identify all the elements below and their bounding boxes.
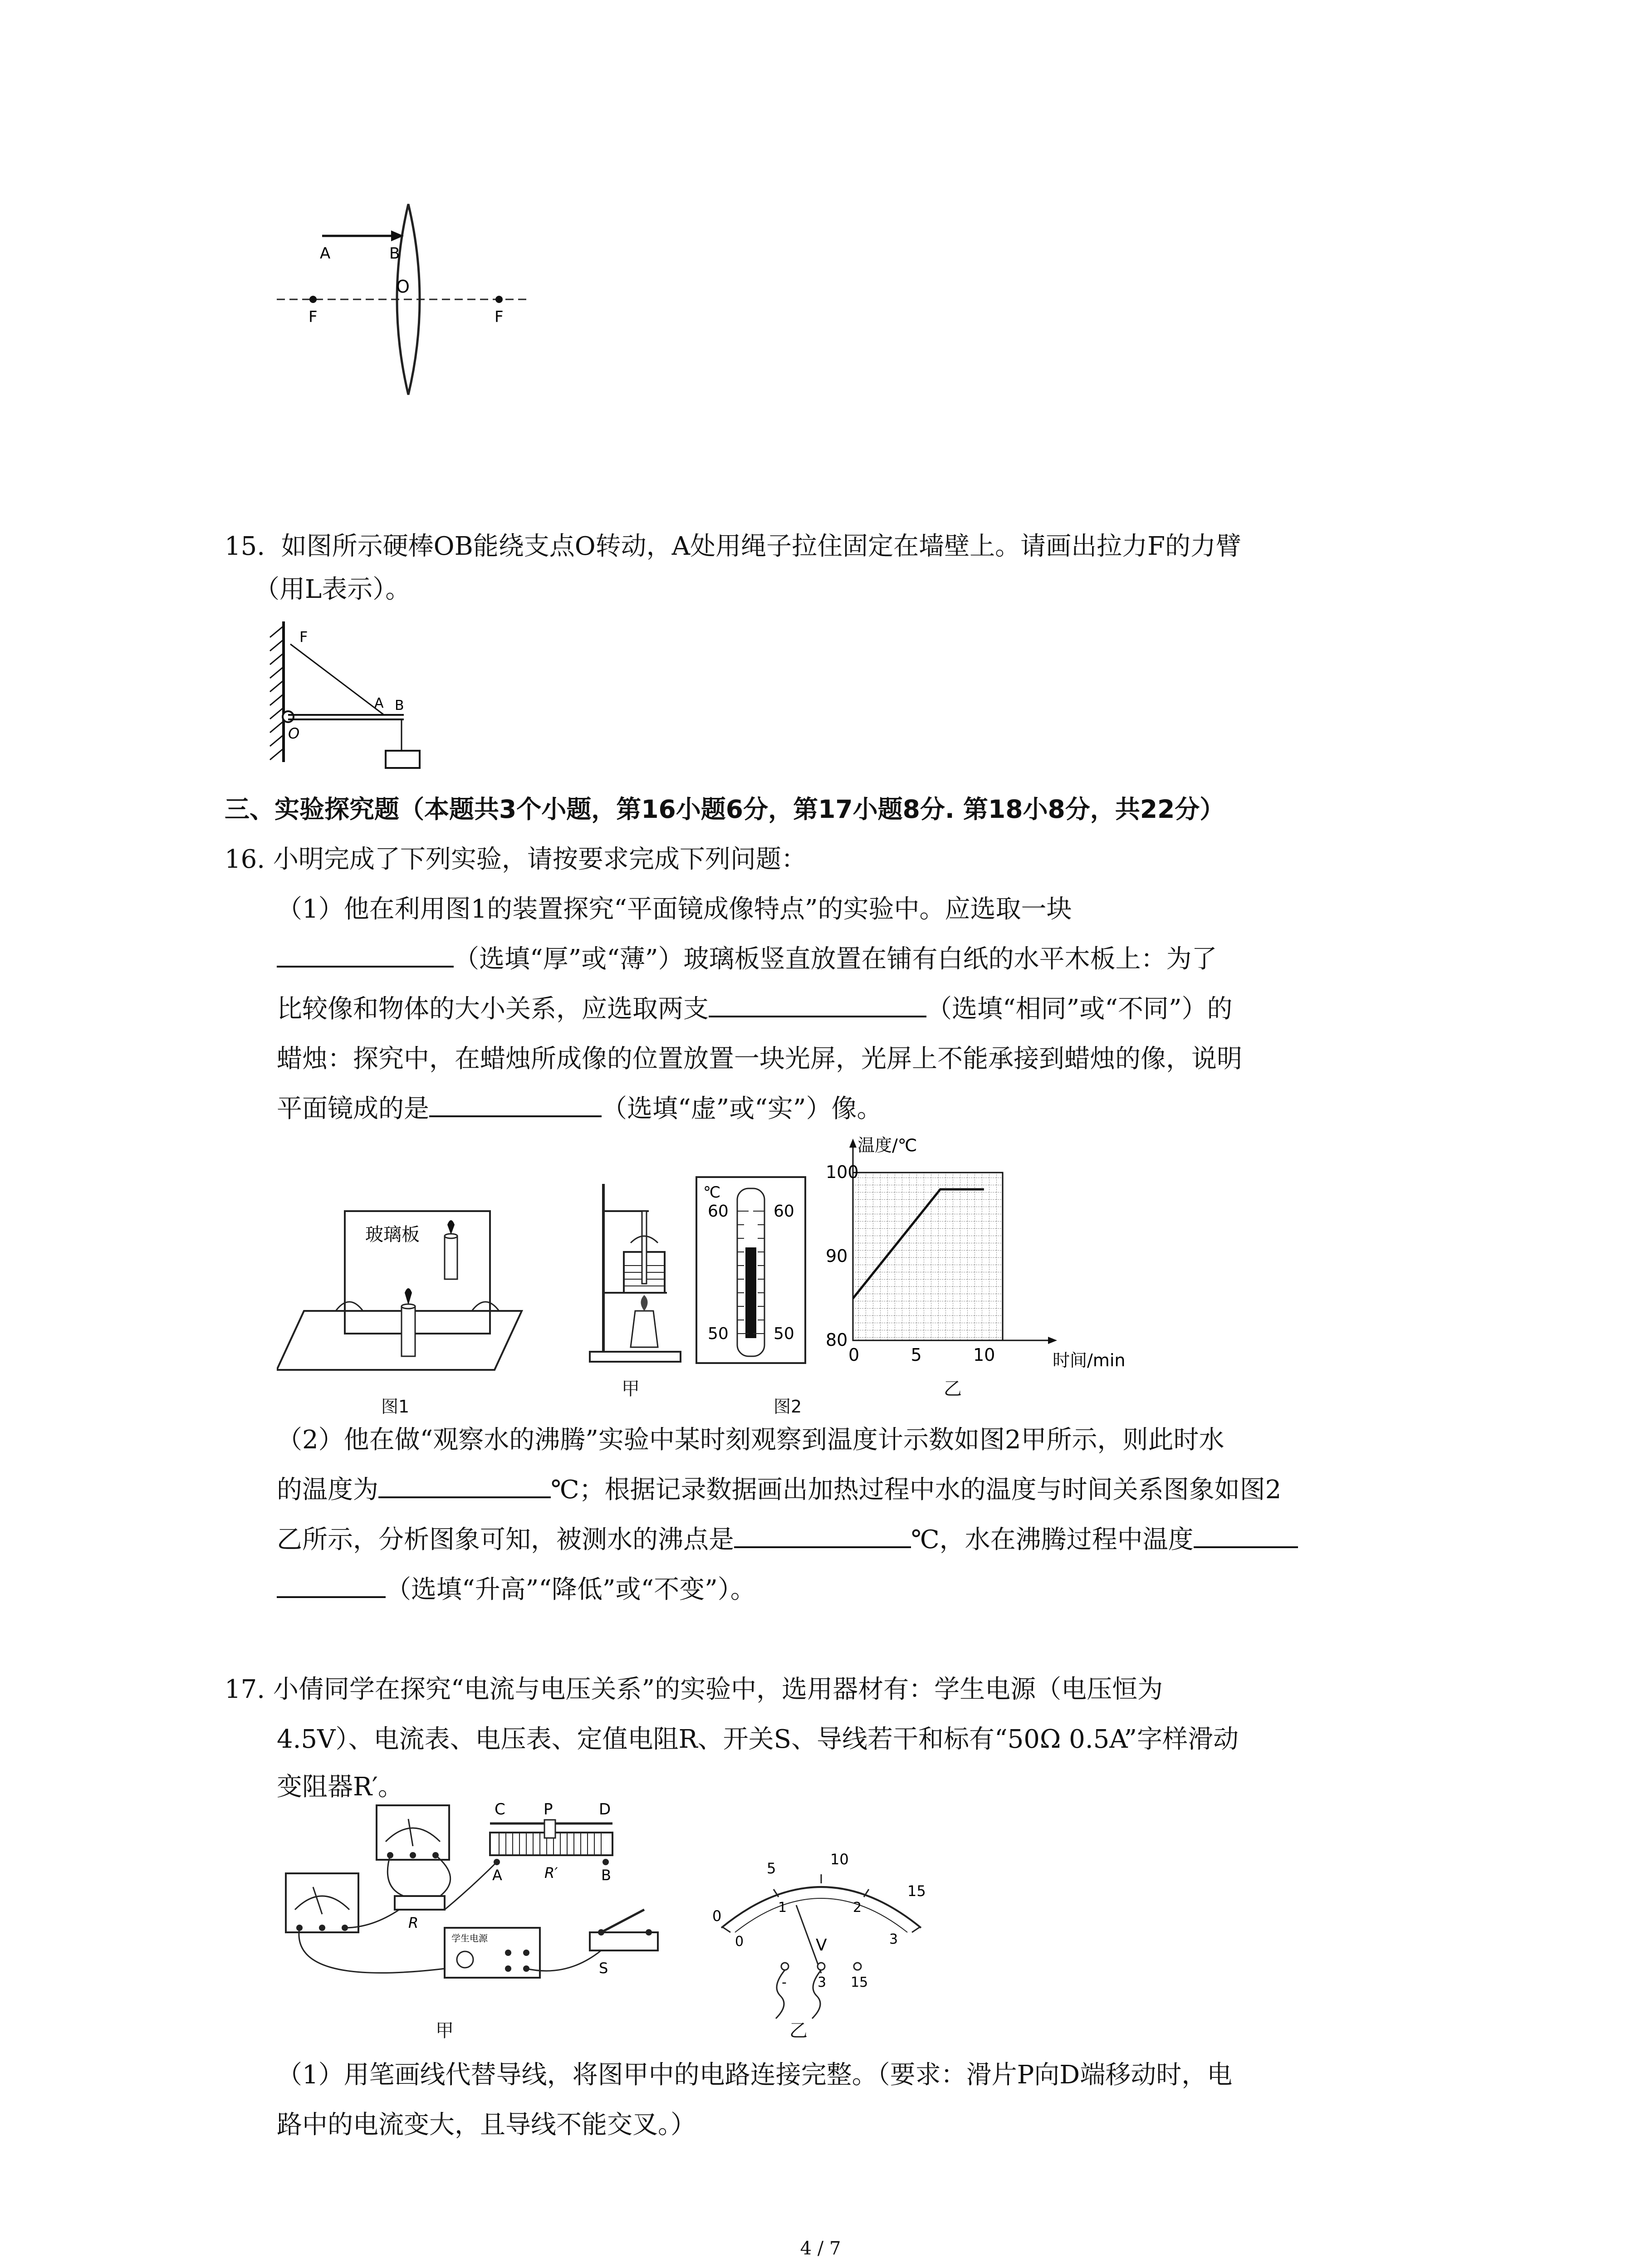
lens-label-f-left: F	[309, 308, 318, 326]
resistor-label-r: R	[408, 1914, 419, 1931]
q16-p2-line2b: ℃；根据记录数据画出加热过程中水的温度与时间关系图象如图2	[551, 1475, 1282, 1505]
meter-yi-caption: 乙	[789, 2020, 808, 2041]
q17-line1	[225, 1674, 1163, 1706]
q16-p2-line3b: ℃，水在沸腾过程中温度	[911, 1525, 1194, 1554]
chart-y-tick: 90	[826, 1246, 848, 1266]
q15-line1	[225, 531, 1241, 562]
q16-p1-line2	[277, 943, 1217, 975]
q17-number: 17.	[225, 1675, 265, 1704]
rheostat-label-rp: R′	[544, 1864, 558, 1882]
answer-blank-glass[interactable]	[277, 946, 454, 968]
rheostat-label-d: D	[599, 1800, 611, 1818]
circuit-diagram	[272, 1796, 681, 2014]
q16-p2-line4-text: （选填“升高”“降低”或“不变”）。	[386, 1575, 756, 1604]
meter-bottom-1: 1	[778, 1900, 787, 1916]
lens-label-a: A	[320, 244, 331, 263]
q16-p1-line5b: （选填“虚”或“实”）像。	[602, 1094, 882, 1124]
lever-label-a: A	[374, 695, 384, 711]
q16-p1-line2-text: （选填“厚”或“薄”）玻璃板竖直放置在铺有白纸的水平木板上：为了	[454, 944, 1217, 974]
chart-x-label: 时间/min	[1053, 1350, 1126, 1370]
q16-p1-line5a: 平面镜成的是	[277, 1094, 429, 1124]
thermo-right-top: 60	[774, 1202, 794, 1221]
answer-blank-boiling-point[interactable]	[734, 1526, 911, 1548]
q17-text-line1: 小倩同学在探究“电流与电压关系”的实验中，选用器材有：学生电源（电压恒为	[273, 1675, 1163, 1704]
boiling-apparatus-figure	[581, 1175, 694, 1365]
lever-label-f: F	[299, 628, 308, 645]
meter-bottom-2: 2	[853, 1900, 862, 1916]
q15-text-line1: 如图所示硬棒OB能绕支点O转动，A处用绳子拉住固定在墙壁上。请画出拉力F的力臂	[281, 532, 1241, 561]
lever-label-o: O	[288, 725, 300, 742]
rheostat-label-a: A	[492, 1867, 502, 1884]
q16-p2-line2	[277, 1474, 1281, 1506]
q16-intro: 小明完成了下列实验，请按要求完成下列问题：	[273, 845, 807, 874]
answer-blank-water-temp[interactable]	[378, 1476, 551, 1498]
section3-heading: 三、实验探究题（本题共3个小题，第16小题6分，第17小题8分. 第18小8分，共22分）	[225, 795, 1225, 824]
thermo-unit: ℃	[703, 1183, 721, 1202]
q16-p1-line3	[277, 993, 1233, 1025]
q16-p2-line3	[277, 1524, 1298, 1556]
meter-symbol-v: V	[816, 1936, 827, 1955]
q15-text-line2: （用L表示）。	[254, 575, 411, 604]
voltmeter-face	[694, 1837, 948, 2032]
glass-plate-label: 玻璃板	[365, 1224, 420, 1245]
lever-label-b: B	[395, 698, 404, 714]
lens-diagram	[268, 195, 540, 404]
q16-p1-line3a: 比较像和物体的大小关系，应选取两支	[277, 994, 709, 1024]
fig2-caption: 图2	[774, 1397, 802, 1417]
q16-p1-line5	[277, 1093, 882, 1125]
chart-y-tick: 100	[826, 1162, 859, 1182]
lens-label-o: O	[396, 277, 410, 297]
rheostat-label-c: C	[495, 1800, 505, 1818]
thermo-right-bottom: 50	[774, 1325, 794, 1343]
page-number: 4 / 7	[800, 2238, 841, 2259]
q17-line2: 4.5V）、电流表、电压表、定值电阻R、开关S、导线若干和标有“50Ω 0.5A”字样滑动	[277, 1725, 1239, 1754]
temperature-time-chart	[808, 1134, 1134, 1388]
chart-x-tick: 5	[911, 1345, 922, 1365]
mirror-experiment-figure	[277, 1198, 531, 1388]
lever-diagram	[263, 617, 454, 771]
lens-label-b: B	[389, 244, 400, 263]
chart-x-tick: 10	[973, 1345, 995, 1365]
q16-p1-line4: 蜡烛：探究中，在蜡烛所成像的位置放置一块光屏，光屏上不能承接到蜡烛的像，说明	[277, 1044, 1242, 1074]
chart-y-label: 温度/℃	[857, 1135, 917, 1155]
lens-label-f-right: F	[495, 308, 504, 326]
meter-top-10: 10	[830, 1851, 849, 1868]
q16-p2-line3a: 乙所示，分析图象可知，被测水的沸点是	[277, 1525, 734, 1554]
q16-p2-line1: （2）他在做“观察水的沸腾”实验中某时刻观察到温度计示数如图2甲所示，则此时水	[277, 1425, 1225, 1455]
meter-top-5: 5	[767, 1860, 776, 1877]
q16-intro-line	[225, 844, 807, 875]
meter-terminal-15: 15	[851, 1975, 868, 1990]
meter-top-15: 15	[907, 1882, 926, 1900]
fig2-yi-caption: 乙	[944, 1378, 962, 1399]
circuit-jia-caption: 甲	[436, 2020, 454, 2041]
q16-number: 16.	[225, 845, 265, 874]
meter-bottom-3: 3	[889, 1931, 898, 1947]
meter-terminal-3: 3	[818, 1975, 827, 1990]
chart-y-tick: 80	[826, 1330, 848, 1350]
answer-blank-image-type[interactable]	[429, 1095, 602, 1117]
q17-line3: 变阻器R′。	[277, 1772, 403, 1802]
meter-terminal-minus: -	[782, 1975, 787, 1990]
q15-number: 15.	[225, 532, 265, 561]
power-supply-label: 学生电源	[451, 1933, 488, 1944]
q16-p2-line2a: 的温度为	[277, 1475, 378, 1505]
chart-x-tick: 0	[848, 1345, 860, 1365]
q15-line2	[254, 574, 411, 606]
q16-p1-line3b: （选填“相同”或“不同”）的	[926, 994, 1233, 1024]
thermo-left-top: 60	[708, 1202, 729, 1221]
answer-blank-candle[interactable]	[709, 996, 926, 1017]
switch-label-s: S	[599, 1960, 608, 1977]
fig1-caption: 图1	[381, 1397, 410, 1417]
rheostat-label-p: P	[544, 1800, 553, 1818]
answer-blank-temp-change-b[interactable]	[277, 1576, 386, 1598]
q17-p1-line1: （1）用笔画线代替导线，将图甲中的电路连接完整。（要求：滑片P向D端移动时，电	[277, 2060, 1233, 2090]
q16-p2-line4	[277, 1574, 756, 1606]
thermo-left-bottom: 50	[708, 1325, 729, 1343]
q17-p1-line2: 路中的电流变大，且导线不能交叉。）	[277, 2110, 696, 2140]
thermometer-figure	[694, 1175, 808, 1365]
meter-bottom-0: 0	[735, 1934, 744, 1950]
fig2-jia-caption: 甲	[622, 1378, 640, 1399]
rheostat-label-b: B	[601, 1867, 611, 1884]
answer-blank-temp-change-a[interactable]	[1194, 1526, 1298, 1548]
meter-top-0: 0	[712, 1907, 722, 1925]
q16-p1-line1: （1）他在利用图1的装置探究“平面镜成像特点”的实验中。应选取一块	[277, 894, 1072, 924]
